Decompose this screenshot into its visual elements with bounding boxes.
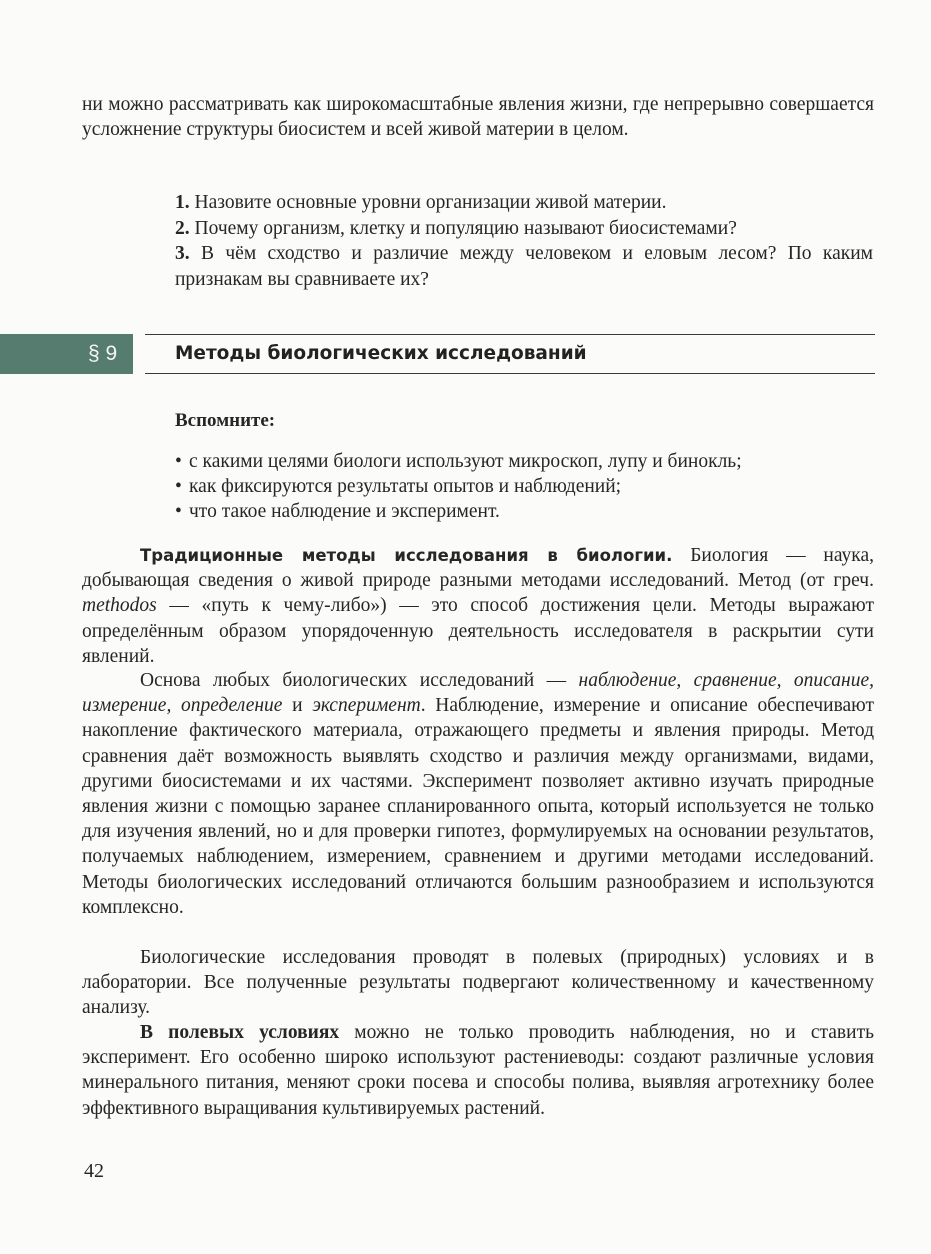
section-title: Методы биологических исследований <box>175 343 587 364</box>
paragraph-methods-basis <box>82 668 874 920</box>
recall-heading: Вспомните: <box>175 410 276 431</box>
question-number: 3. <box>175 243 190 264</box>
paragraph-lead: Традиционные методы исследования в биологии. <box>140 546 673 565</box>
paragraph-text: Основа любых биологических исследований — <box>140 670 579 691</box>
page-number: 42 <box>84 1160 104 1182</box>
paragraph-text: можно не только проводить наблюдения, но и ставить эксперимент. Его особенно широко используют растениеводы: создают различные условия минерального питания, меняют сроки посева и способы полива, выявляя агротехнику более эффективного выращивания культивируемых растений. <box>82 1022 874 1119</box>
question-text: В чём сходство и различие между человеком и еловым лесом? По каким признакам вы сравниваете их? <box>175 243 873 290</box>
methods-list: наблюдение, сравнение, описание, измерение, определение <box>82 670 874 717</box>
method-experiment: эксперимент <box>312 695 421 717</box>
paragraph-lead: В полевых условиях <box>140 1022 340 1043</box>
question-number: 1. <box>175 192 190 213</box>
paragraph-field-lab <box>82 945 874 1021</box>
recall-item <box>175 474 742 499</box>
recall-list <box>175 449 742 524</box>
question-text: Назовите основные уровни организации живой материи. <box>189 192 667 213</box>
paragraph-text: Биология — наука, добывающая сведения о живой природе разными методами исследований. Метод (от греч. <box>82 545 874 592</box>
section-number-badge <box>0 334 133 374</box>
recall-item <box>175 449 742 474</box>
paragraph-text: Биологические исследования проводят в полевых (природных) условиях и в лаборатории. Все полученные результаты подвергают количественному и качественному анализу. <box>82 947 874 1019</box>
recall-item-text: что такое наблюдение и эксперимент. <box>189 501 500 522</box>
bullet-icon: • <box>175 501 182 522</box>
section-rule-bottom <box>145 373 875 374</box>
question-text: Почему организм, клетку и популяцию называют биосистемами? <box>189 217 737 239</box>
question-item <box>175 241 873 292</box>
section-header <box>0 334 875 374</box>
section-number: § 9 <box>88 342 118 365</box>
review-questions <box>175 190 873 292</box>
question-item <box>175 190 873 216</box>
paragraph-text: — «путь к чему-либо») — это способ достижения цели. Методы выражают определённым образом упорядоченную деятельность исследователя в раскрытии сути явлений. <box>82 595 874 667</box>
paragraph-traditional-methods <box>82 543 874 669</box>
recall-item-text: как фиксируются результаты опытов и наблюдений; <box>189 476 622 497</box>
paragraph-text: и <box>282 695 313 717</box>
recall-item-text: с какими целями биологи используют микроскоп, лупу и бинокль; <box>189 451 742 472</box>
intro-paragraph <box>82 92 874 142</box>
bullet-icon: • <box>175 451 182 472</box>
paragraph-field-conditions <box>82 1020 874 1121</box>
greek-term: methodos <box>82 595 157 617</box>
recall-item <box>175 499 742 524</box>
bullet-icon: • <box>175 476 182 497</box>
question-item <box>175 216 873 242</box>
intro-text: ни можно рассматривать как широкомасштабные явления жизни, где непрерывно совершается усложнение структуры биосистем и всей живой материи в целом. <box>82 94 874 141</box>
paragraph-text: . Наблюдение, измерение и описание обеспечивают накопление фактического материала, отражающего предметы и явления природы. Метод сравнения даёт возможность выявлять сходство и различия между организмами, видами, другими биосистемами и их частями. Эксперимент позволяет активно изучать природные явления жизни с помощью заранее спланированного опыта, который используется не только для изучения явлений, но и для проверки гипотез, формулируемых на основании результатов, получаемых наблюдением, измерением, сравнением и другими методами исследований. Методы биологических исследований отличаются большим разнообразием и используются комплексно. <box>82 695 875 918</box>
question-number: 2. <box>175 217 190 239</box>
